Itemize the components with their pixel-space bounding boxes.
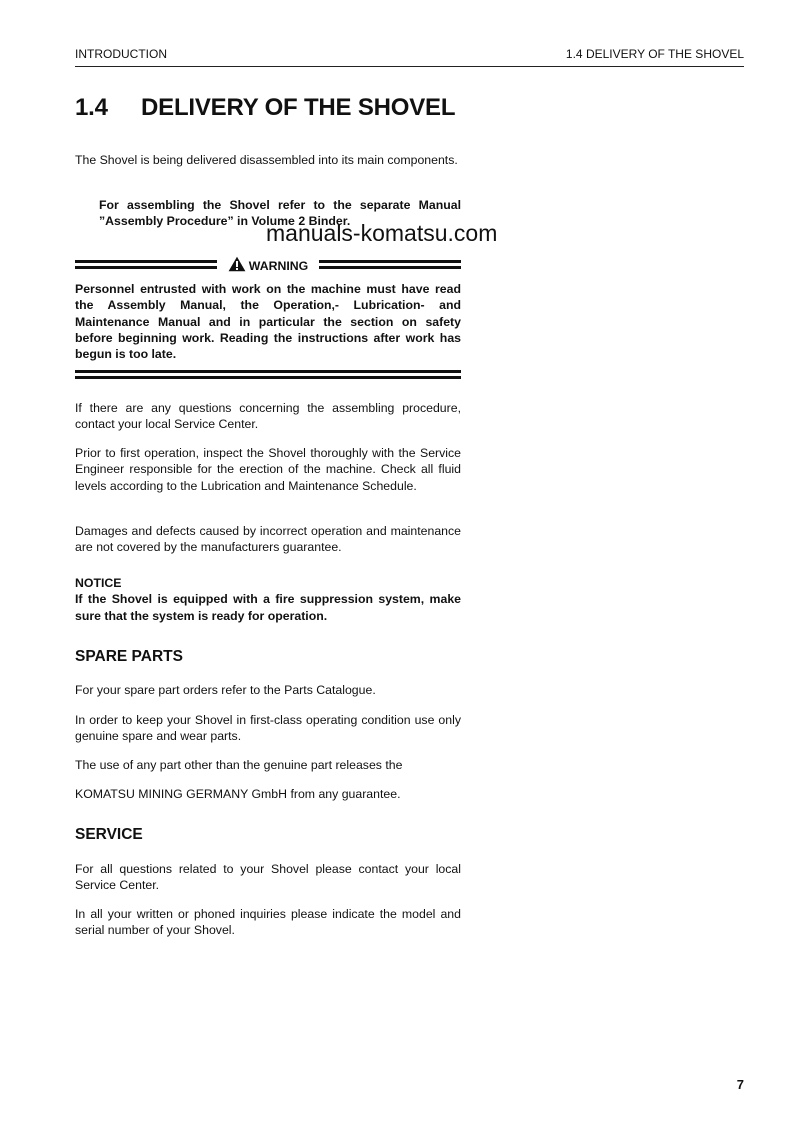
page-title — [75, 94, 455, 122]
notice-text: If the Shovel is equipped with a fire suppression system, make sure that the system is ready for operation. — [75, 592, 461, 623]
inspection-paragraph — [75, 445, 461, 494]
spare-parts-p4 — [75, 786, 461, 802]
warning-top-bar — [75, 259, 461, 273]
spare-parts-text-4: KOMATSU MINING GERMANY GmbH from any guarantee. — [75, 787, 401, 801]
service-text-1: For all questions related to your Shovel please contact your local Service Center. — [75, 862, 461, 893]
warning-message — [75, 281, 461, 362]
warning-text: Personnel entrusted with work on the machine must have read the Assembly Manual, the Operation,- Lubrication- and Maintenance Manual and in particular the section on safety before beginning work. Reading the instructions after work has begun is too late. — [75, 282, 461, 362]
intro-paragraph — [75, 152, 461, 168]
section-number: 1.4 — [75, 94, 108, 121]
page-number: 7 — [736, 1077, 744, 1092]
spare-parts-heading: SPARE PARTS — [75, 648, 183, 665]
service-heading: SERVICE — [75, 826, 143, 843]
spare-parts-p2 — [75, 712, 461, 745]
service-text-2: In all your written or phoned inquiries please indicate the model and serial number of your Shovel. — [75, 907, 461, 938]
notice-block — [75, 575, 461, 624]
header-rule — [75, 66, 744, 67]
questions-text: If there are any questions concerning the assembling procedure, contact your local Service Center. — [75, 401, 461, 432]
guarantee-paragraph — [75, 523, 461, 556]
spare-parts-text-1: For your spare part orders refer to the Parts Catalogue. — [75, 683, 376, 697]
header-section-right: 1.4 DELIVERY OF THE SHOVEL — [565, 47, 744, 61]
warning-label-text: WARNING — [248, 259, 309, 273]
questions-paragraph — [75, 400, 461, 433]
spare-parts-p1 — [75, 682, 461, 698]
guarantee-text: Damages and defects caused by incorrect operation and maintenance are not covered by the manufacturers guarantee. — [75, 524, 461, 555]
service-p2 — [75, 906, 461, 939]
spare-parts-text-3: The use of any part other than the genuine part releases the — [75, 758, 403, 772]
assembly-note-text: For assembling the Shovel refer to the separate Manual ”Assembly Procedure” in Volume 2 Binder. — [99, 198, 461, 229]
header-section-left: INTRODUCTION — [75, 47, 167, 61]
service-p1 — [75, 861, 461, 894]
warning-label — [221, 256, 315, 273]
intro-text: The Shovel is being delivered disassembled into its main components. — [75, 153, 458, 167]
warning-bottom-bar — [75, 370, 461, 380]
spare-parts-text-2: In order to keep your Shovel in first-class operating condition use only genuine spare and wear parts. — [75, 713, 461, 744]
section-title: DELIVERY OF THE SHOVEL — [141, 94, 456, 121]
spare-parts-p3 — [75, 757, 461, 773]
watermark: manuals-komatsu.com — [266, 220, 498, 246]
warning-triangle-icon — [228, 256, 246, 272]
inspection-text: Prior to first operation, inspect the Shovel thoroughly with the Service Engineer responsible for the erection of the machine. Check all fluid levels according to the Lubrication and Maintenance Schedule. — [75, 446, 461, 493]
notice-label: NOTICE — [75, 576, 122, 590]
